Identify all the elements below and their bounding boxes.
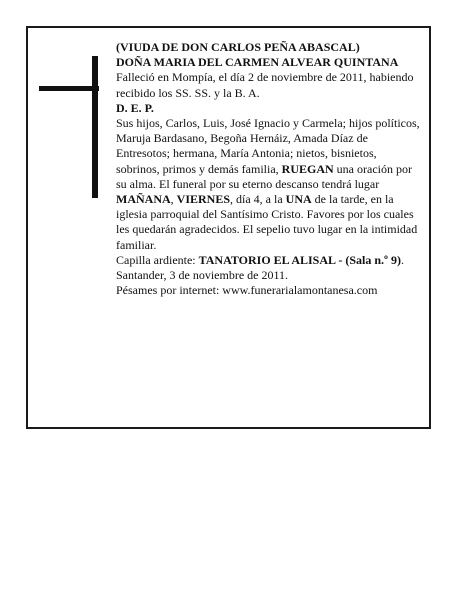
- una-text: UNA: [285, 192, 312, 207]
- deceased-name: DOÑA MARIA DEL CARMEN ALVEAR QUINTANA: [116, 55, 399, 70]
- viernes-text: VIERNES: [176, 192, 231, 207]
- death-statement: Falleció en Mompía, el día 2 de noviembre de 2011, habiendo recibido los SS. SS. y la B. A.: [116, 70, 414, 100]
- capilla-place: TANATORIO EL ALISAL - (Sala n.º 9): [198, 252, 401, 267]
- obituary-text: [116, 40, 420, 298]
- manana-text: MAÑANA: [116, 192, 171, 207]
- rip-line: D. E. P.: [116, 100, 154, 115]
- capilla-line: Capilla ardiente: TANATORIO EL ALISAL - (Sala n.º 9).: [116, 252, 404, 267]
- place-date: Santander, 3 de noviembre de 2011.: [116, 268, 289, 283]
- obituary-notice: [26, 26, 431, 429]
- family-list: Sus hijos, Carlos, Luis, José Ignacio y Carmela; hijos políticos, Maruja Bardasano, Begoña Hernáiz, Amada Díaz de Entresotos; hermana, María Antonia; nietos, bisnietos, sobrinos, primos y demás familia, RUEGAN una oración por su alma. El funeral por su eterno descanso tendrá lugar MAÑANA, VIERNES, día 4, a la UNA de la tarde, en la iglesia parroquial del Santísimo Cristo. Favores por los cuales les quedarán agradecidos. El sepelio tuvo lugar en la intimidad familiar.: [116, 116, 420, 252]
- ruegan-text: RUEGAN: [281, 161, 334, 176]
- pesames-line: Pésames por internet: www.funerarialamontanesa.com: [116, 283, 378, 298]
- widow-line: (VIUDA DE DON CARLOS PEÑA ABASCAL): [116, 40, 360, 54]
